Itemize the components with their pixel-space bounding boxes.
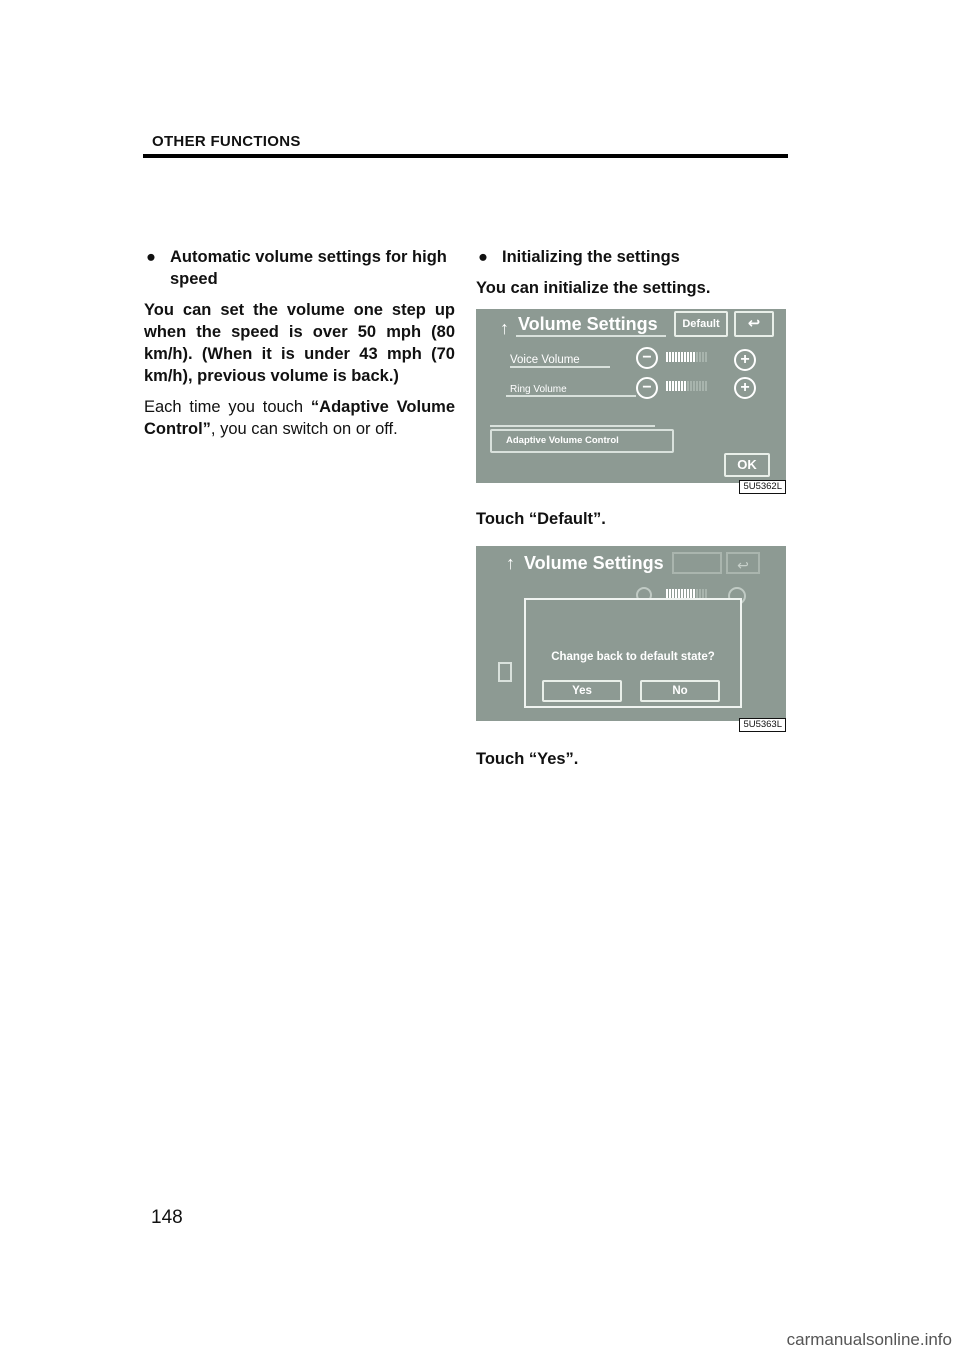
voice-volume-minus-button[interactable]: − (636, 347, 658, 369)
ring-underline (506, 395, 636, 397)
level-segment (702, 381, 704, 391)
screen-title: Volume Settings (524, 553, 664, 573)
level-segment (669, 352, 671, 362)
voice-volume-label: Voice Volume (510, 354, 580, 366)
default-button-dimmed (672, 552, 722, 574)
bullet-heading-initializing (476, 246, 787, 268)
adaptive-volume-control-button[interactable]: Adaptive Volume Control (490, 429, 674, 453)
level-segment (705, 352, 707, 362)
level-segment (705, 381, 707, 391)
settings-icon: ↑ (506, 553, 515, 573)
right-column (476, 246, 787, 779)
section-header: OTHER FUNCTIONS (152, 133, 301, 150)
level-segment (687, 352, 689, 362)
level-segment (675, 381, 677, 391)
figure-code: 5U5362L (739, 480, 786, 494)
back-button-dimmed: ↩ (726, 552, 760, 574)
level-segment (690, 352, 692, 362)
ring-volume-level-bar (666, 381, 707, 391)
level-segment (678, 381, 680, 391)
step-touch-default: Touch “Default”. (476, 510, 606, 528)
voice-volume-level-bar (666, 352, 707, 362)
instruction-suffix: , you can switch on or off. (210, 420, 398, 438)
instruction-paragraph (144, 396, 455, 440)
dialog-message: Change back to default state? (551, 651, 715, 663)
level-segment (684, 381, 686, 391)
level-segment (666, 381, 668, 391)
level-segment (690, 381, 692, 391)
level-segment (681, 381, 683, 391)
default-button[interactable]: Default (674, 311, 728, 337)
intro-paragraph: You can set the volume one step up when the speed is over 50 mph (80 km/h). (When it is under 43 mph (70 km/h), previous volume is back.) (144, 301, 455, 385)
title-underline (516, 335, 666, 337)
level-segment (693, 381, 695, 391)
header-rule (143, 154, 788, 158)
level-segment (699, 381, 701, 391)
level-segment (687, 381, 689, 391)
section-divider (490, 425, 655, 427)
instruction-prefix: Each time you touch (144, 398, 311, 416)
level-segment (699, 352, 701, 362)
confirmation-dialog (524, 598, 742, 708)
bullet-heading-high-speed (144, 246, 455, 290)
ok-button[interactable]: OK (724, 453, 770, 477)
voice-underline (510, 366, 610, 368)
level-segment (696, 381, 698, 391)
level-segment (675, 352, 677, 362)
level-segment (693, 352, 695, 362)
level-segment (696, 352, 698, 362)
bullet-icon: ● (478, 248, 488, 266)
level-segment (702, 352, 704, 362)
bullet-icon: ● (146, 248, 156, 266)
step-touch-yes: Touch “Yes”. (476, 750, 579, 768)
intro-paragraph: You can initialize the settings. (476, 279, 711, 297)
voice-volume-plus-button[interactable]: + (734, 349, 756, 371)
instruction-control-name: “Adaptive Volume Control” (144, 398, 455, 438)
no-button[interactable]: No (640, 680, 720, 702)
ring-volume-label: Ring Volume (510, 384, 567, 395)
back-button[interactable]: ↩ (734, 311, 774, 337)
volume-settings-screenshot (476, 309, 786, 494)
left-column (144, 246, 455, 440)
heading-text: Initializing the settings (502, 248, 680, 266)
figure-code: 5U5363L (739, 718, 786, 732)
level-segment (666, 352, 668, 362)
level-segment (684, 352, 686, 362)
ring-volume-minus-button[interactable]: − (636, 377, 658, 399)
settings-icon: ↑ (500, 318, 509, 338)
level-segment (669, 381, 671, 391)
adaptive-button-dimmed (498, 662, 512, 682)
default-confirm-screenshot (476, 546, 786, 732)
watermark: carmanualsonline.info (786, 1330, 952, 1349)
page-number: 148 (151, 1207, 183, 1228)
level-segment (672, 352, 674, 362)
ring-volume-plus-button[interactable]: + (734, 377, 756, 399)
heading-text: Automatic volume settings for high speed (170, 248, 447, 288)
level-segment (681, 352, 683, 362)
level-segment (678, 352, 680, 362)
yes-button[interactable]: Yes (542, 680, 622, 702)
screen-title: Volume Settings (518, 314, 658, 334)
level-segment (672, 381, 674, 391)
